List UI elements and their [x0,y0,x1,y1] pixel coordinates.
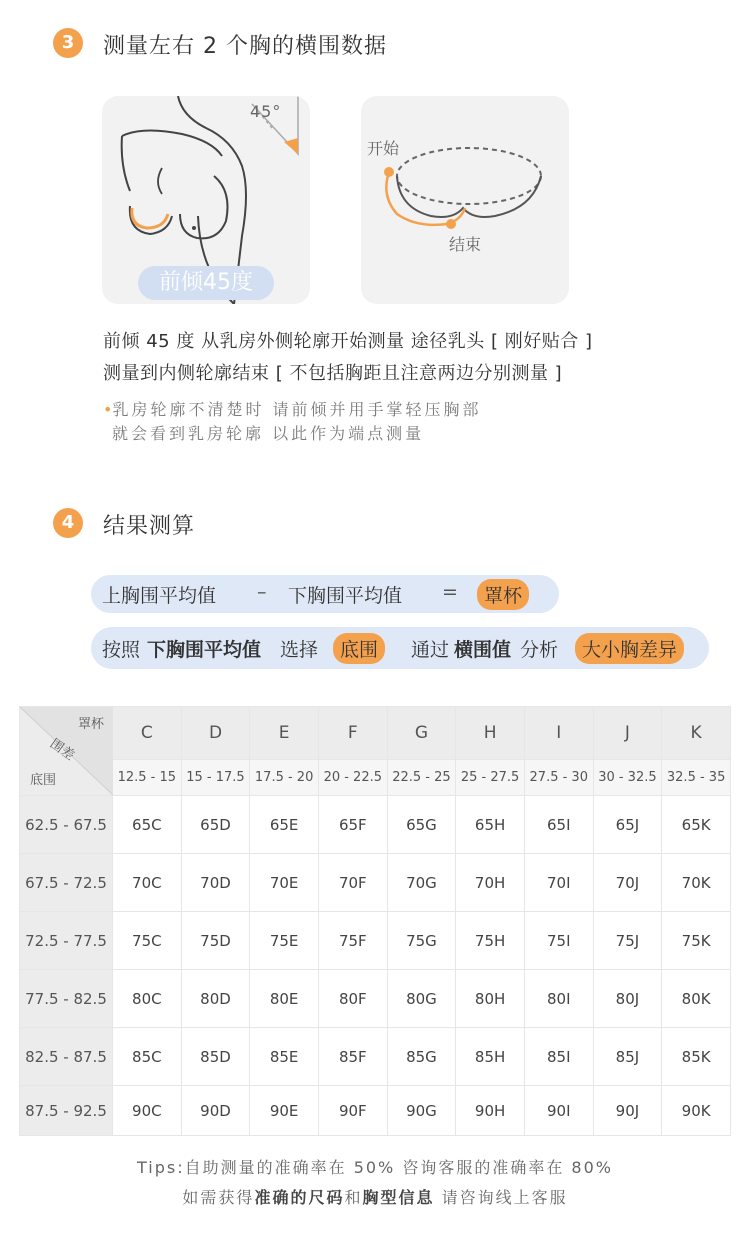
size-table [19,706,731,1136]
size-cell: 70J [593,854,662,912]
diff-range-cell: 20 - 22.5 [318,760,387,796]
tips-line-1: Tips:自助测量的准确率在 50% 咨询客服的准确率在 80% [137,1158,613,1177]
size-cell: 70I [524,854,593,912]
note-line-2: 就会看到乳房轮廓 以此作为端点测量 [112,424,425,443]
note-text-1: 乳房轮廓不清楚时 请前倾并用手掌轻压胸部 [112,400,482,419]
size-cell: 80E [250,970,319,1028]
band-range-cell: 72.5 - 77.5 [20,912,113,970]
size-cell: 65K [662,796,731,854]
size-cell: 70F [318,854,387,912]
size-cell: 90C [113,1086,182,1136]
start-label: 开始 [367,139,400,158]
size-cell: 80G [387,970,456,1028]
formula2-press: 按照 [102,639,141,661]
table-row [20,1086,731,1136]
table-row [20,1028,731,1086]
size-cell: 65F [318,796,387,854]
size-cell: 80C [113,970,182,1028]
tips-l2c: 和 [344,1188,363,1207]
instruction-line-1: 前倾 45 度 从乳房外侧轮廓开始测量 途径乳头 [ 刚好贴合 ] [103,331,593,352]
size-cell: 70G [387,854,456,912]
table-header-row [20,707,731,760]
tips-l2a: 如需获得 [182,1188,255,1207]
size-cell: 85G [387,1028,456,1086]
table-diff-row [20,760,731,796]
formula-cup-pill [91,575,559,613]
size-cell: 70E [250,854,319,912]
diff-range-cell: 22.5 - 25 [387,760,456,796]
size-cell: 85H [456,1028,525,1086]
size-cell: 85I [524,1028,593,1086]
size-cell: 75C [113,912,182,970]
table-row [20,912,731,970]
step-title-4: 结果测算 [103,514,196,539]
band-range-cell: 82.5 - 87.5 [20,1028,113,1086]
size-cell: 75I [524,912,593,970]
size-cell: 85K [662,1028,731,1086]
note-bullet: • [103,400,113,419]
size-cell: 90E [250,1086,319,1136]
diff-range-cell: 30 - 32.5 [593,760,662,796]
cup-header-k: K [662,707,731,760]
formula-cup-result: 罩杯 [477,579,529,610]
size-cell: 65E [250,796,319,854]
size-cell: 70K [662,854,731,912]
formula2-band-tag: 底围 [333,633,385,664]
angle-label: 45° [250,102,282,121]
tips-l2e: 请咨询线上客服 [434,1188,568,1207]
tips-l2b: 准确的尺码 [254,1188,345,1207]
size-cell: 75E [250,912,319,970]
size-cell: 90H [456,1086,525,1136]
end-label: 结束 [449,235,482,254]
size-cell: 65I [524,796,593,854]
size-cell: 75G [387,912,456,970]
size-cell: 90F [318,1086,387,1136]
band-range-cell: 67.5 - 72.5 [20,854,113,912]
formula2-cross-value: 横围值 [454,639,512,661]
illustration-lean-forward [102,96,310,304]
size-cell: 85C [113,1028,182,1086]
cup-header-i: I [524,707,593,760]
cup-header-h: H [456,707,525,760]
table-row [20,970,731,1028]
size-cell: 65G [387,796,456,854]
diff-range-cell: 25 - 27.5 [456,760,525,796]
size-cell: 85J [593,1028,662,1086]
size-cell: 70D [181,854,250,912]
size-cell: 80F [318,970,387,1028]
formula-lower-avg: 下胸围平均值 [288,585,403,607]
size-cell: 90G [387,1086,456,1136]
formula-upper-avg: 上胸围平均值 [102,585,217,607]
cup-header-f: F [318,707,387,760]
size-cell: 90J [593,1086,662,1136]
tips-line-2 [0,1185,750,1208]
step-title: 测量左右 2 个胸的横围数据 [103,34,387,59]
size-cell: 80J [593,970,662,1028]
size-cell: 90K [662,1086,731,1136]
step-number-badge-4: 4 [53,508,83,538]
size-cell: 70H [456,854,525,912]
corner-diff-label: 围差 [46,736,77,764]
size-cell: 65C [113,796,182,854]
size-cell: 65D [181,796,250,854]
size-cell: 75K [662,912,731,970]
diff-range-cell: 27.5 - 30 [524,760,593,796]
table-row [20,854,731,912]
size-cell: 65J [593,796,662,854]
diff-range-cell: 17.5 - 20 [250,760,319,796]
cup-drawing [361,96,569,304]
instruction-line-2: 测量到内侧轮廓结束 [ 不包括胸距且注意两边分别测量 ] [103,363,563,384]
formula2-select: 选择 [280,639,319,661]
formula2-through: 通过 [411,639,450,661]
diff-range-cell: 15 - 17.5 [181,760,250,796]
size-cell: 80D [181,970,250,1028]
cup-header-e: E [250,707,319,760]
tips-l2d: 胸型信息 [362,1188,435,1207]
size-cell: 75J [593,912,662,970]
band-range-cell: 87.5 - 92.5 [20,1086,113,1136]
formula-minus: – [257,581,267,603]
step-number-badge: 3 [53,28,83,58]
size-cell: 75D [181,912,250,970]
band-range-cell: 77.5 - 82.5 [20,970,113,1028]
lean-caption-badge: 前倾45度 [138,266,274,300]
size-cell: 80H [456,970,525,1028]
corner-band-label: 底围 [30,773,57,788]
size-cell: 80K [662,970,731,1028]
band-range-cell: 62.5 - 67.5 [20,796,113,854]
size-cell: 90D [181,1086,250,1136]
corner-cup-label: 罩杯 [77,717,104,732]
formula2-lower-avg: 下胸围平均值 [147,639,262,661]
table-corner [20,707,113,796]
size-cell: 85D [181,1028,250,1086]
diff-range-cell: 32.5 - 35 [662,760,731,796]
size-cell: 75H [456,912,525,970]
size-cell: 85F [318,1028,387,1086]
formula2-diff-tag: 大小胸差异 [575,633,684,664]
cup-header-c: C [113,707,182,760]
size-cell: 65H [456,796,525,854]
note-line-1 [103,398,482,422]
size-cell: 90I [524,1086,593,1136]
illustration-measure-path [361,96,569,304]
size-cell: 70C [113,854,182,912]
cup-header-g: G [387,707,456,760]
size-cell: 75F [318,912,387,970]
cup-header-j: J [593,707,662,760]
table-row [20,796,731,854]
size-cell: 85E [250,1028,319,1086]
formula-equals: = [442,581,458,603]
cup-header-d: D [181,707,250,760]
size-cell: 80I [524,970,593,1028]
formula2-analyze: 分析 [520,639,559,661]
diff-range-cell: 12.5 - 15 [113,760,182,796]
formula-band-pill [91,627,709,669]
